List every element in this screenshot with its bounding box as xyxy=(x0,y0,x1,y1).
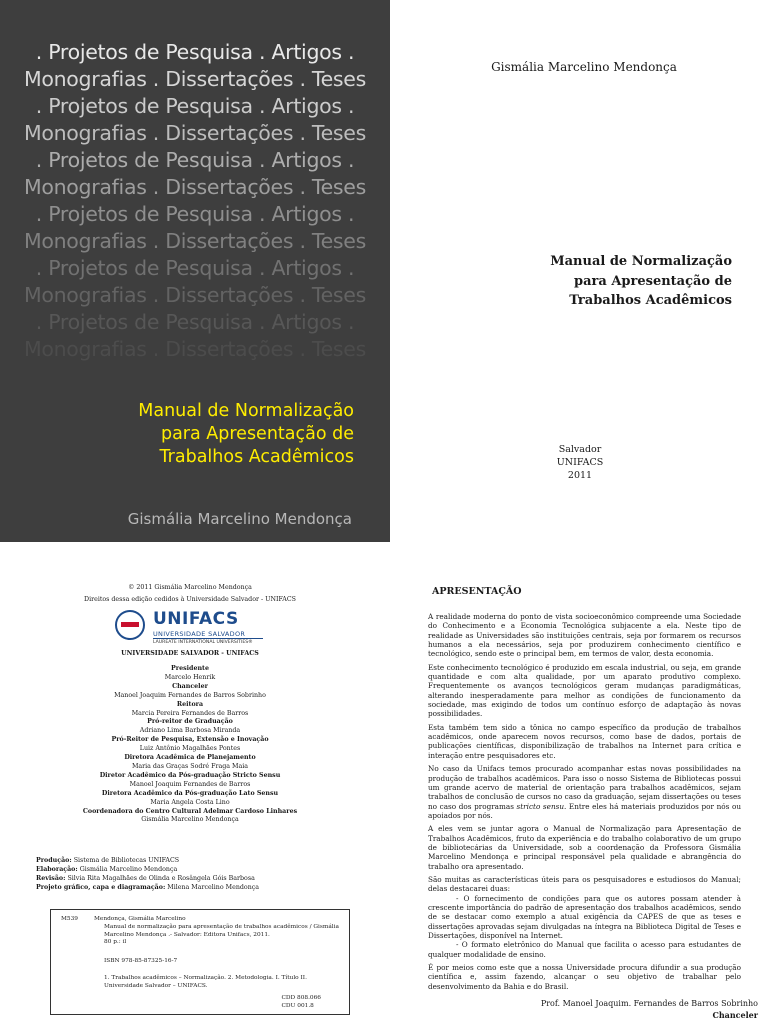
signature-title: Chanceler xyxy=(712,1009,758,1020)
production-value: Gismália Marcelino Mendonça xyxy=(79,866,178,873)
university-name: UNIVERSIDADE SALVADOR - UNIFACS xyxy=(121,650,259,657)
production-row xyxy=(36,865,259,874)
catalog-heading: Mendonça, Gismália Marcelino xyxy=(94,916,186,922)
cover-title-line: Manual de Normalização xyxy=(138,401,354,421)
paragraph-text: . Entre eles há materiais produzidos por nós ou apoiados por nós. xyxy=(428,801,741,820)
catalog-cdd: CDD 808.066 xyxy=(281,995,321,1001)
paragraph xyxy=(428,764,741,820)
admin-person: Manoel Joaquim Fernandes de Barros xyxy=(129,780,251,788)
imprint-publisher: UNIFACS xyxy=(556,457,604,468)
production-credits xyxy=(36,856,259,892)
production-label: Revisão: xyxy=(36,875,66,882)
catalog-card xyxy=(50,909,350,1015)
production-value: Sistema de Bibliotecas UNIFACS xyxy=(73,857,180,864)
title-page-title-line: Manual de Normalização xyxy=(550,254,732,269)
admin-person: Marcelo Henrik xyxy=(164,673,216,681)
copyright-notice: © 2011 Gismália Marcelino Mendonça xyxy=(128,584,252,591)
catalog-cdu: CDU 001.8 xyxy=(281,1003,314,1009)
catalog-classification xyxy=(281,994,321,1010)
admin-person: Gismália Marcelino Mendonça xyxy=(141,816,239,824)
imprint-city: Salvador xyxy=(558,444,602,455)
admin-role: Diretor Acadêmico da Pós-graduação Stricto Sensu xyxy=(99,771,281,779)
cover-title xyxy=(138,400,354,469)
title-page-title-line: para Apresentação de xyxy=(574,273,732,289)
bullet-item: - O fornecimento de condições para que os autores possam atender à crescente importância do padrão de apresentação dos trabalhos acadêmicos, sendo de se destacar como exemplo a atual exigência da CAPES de que as teses e dissertações aprovadas sejam divulgadas na íntegra na Biblioteca Digital de Teses e Dissertações, disponível na Internet. xyxy=(428,893,741,940)
title-page xyxy=(400,0,768,542)
cover-pattern-line: Monografias . Dissertações . Teses xyxy=(23,67,367,91)
imprint xyxy=(540,443,620,482)
production-label: Projeto gráfico, capa e diagramação: xyxy=(36,884,166,891)
admin-person: Maria Angela Costa Lino xyxy=(150,798,230,806)
cover-title-line: Trabalhos Acadêmicos xyxy=(159,447,354,467)
logo-subtitle: UNIVERSIDADE SALVADOR xyxy=(153,630,246,638)
title-page-author: Gismália Marcelino Mendonça xyxy=(491,60,677,74)
production-row xyxy=(36,856,259,865)
admin-person: Maria das Graças Sodré Fraga Maia xyxy=(131,762,249,770)
paragraph-text: No caso da Unifacs temos procurado acompanhar estas novas possibilidades na produção de trabalhos acadêmicos. Para isso o nosso Sistema de Bibliotecas possui um grande acervo de material de orientação para trabalhos acadêmicos, sejam trabalhos de conclusão de cursos no caso da graduação, sejam dissertações ou teses no caso dos programas xyxy=(428,764,741,811)
paragraph: Esta também tem sido a tônica no campo específico da produção de trabalhos acadêmicos, onde aparecem novos recursos, como base de dados, portais de publicações científicas, disponibilização de trabalhos na Internet para crítica e interação entre pesquisadores etc. xyxy=(428,722,741,760)
admin-role: Coordenadora do Centro Cultural Adelmar Cardoso Linhares xyxy=(82,807,298,815)
presentation-body xyxy=(428,612,741,995)
paragraph: É por meios como este que a nossa Universidade procura difundir a sua produção científica e, assim fazendo, alcançar o seu objetivo de trabalhar pelo desenvolvimento da Bahia e do Brasil. xyxy=(428,963,741,991)
imprint-year: 2011 xyxy=(567,470,593,481)
rights-notice: Direitos dessa edição cedidos à Universidade Salvador - UNIFACS xyxy=(84,596,296,603)
logo-tagline: LAUREATE INTERNATIONAL UNIVERSITIES® xyxy=(153,640,253,645)
cover-pattern-line: . Projetos de Pesquisa . Artigos . xyxy=(35,40,355,64)
cover-title-line: para Apresentação de xyxy=(160,424,354,444)
admin-role: Pró-reitor de Graduação xyxy=(147,718,233,726)
unifacs-logo xyxy=(115,610,275,650)
cover-pattern-line: . Projetos de Pesquisa . Artigos . xyxy=(35,148,355,172)
signature-name: Prof. Manoel Joaquim. Fernandes de Barros Sobrinho xyxy=(540,999,758,1008)
paragraph: São muitas as características úteis para os pesquisadores e estudiosos do Manual; delas destacarei duas: xyxy=(428,874,741,894)
admin-role: Chanceler xyxy=(172,682,208,690)
bullet-item: - O formato eletrônico do Manual que facilita o acesso para estudantes de qualquer modalidade de ensino. xyxy=(428,940,741,959)
university-seal-icon xyxy=(115,610,145,640)
admin-role: Reitora xyxy=(176,700,204,708)
cover-pattern-line: . Projetos de Pesquisa . Artigos . xyxy=(35,310,355,334)
title-page-title-line: Trabalhos Acadêmicos xyxy=(569,293,732,308)
admin-role: Presidente xyxy=(171,665,209,672)
cover-pattern-line: Monografias . Dissertações . Teses xyxy=(23,229,367,253)
catalog-code: M539 xyxy=(61,916,79,922)
paragraph: A eles vem se juntar agora o Manual de Normalização para Apresentação de Trabalhos Acadêmicos, fruto da experiência e do trabalho colaborativo de um grupo de bibliotecárias da Universidade, sob a coordenação da Professora Gismália Marcelino Mendonça e principal responsável pela qualidade e abrangência do trabalho ora apresentado. xyxy=(428,824,741,871)
presentation-heading: APRESENTAÇÃO xyxy=(432,586,522,597)
presentation-page xyxy=(400,572,768,1024)
cover-pattern-line: Monografias . Dissertações . Teses xyxy=(23,121,367,145)
catalog-isbn: ISBN 978-85-87325-16-7 xyxy=(104,958,178,964)
cover-author: Gismália Marcelino Mendonça xyxy=(127,510,352,528)
title-page-title xyxy=(550,252,732,311)
book-cover xyxy=(0,0,390,542)
production-row xyxy=(36,874,259,883)
production-label: Produção: xyxy=(36,857,72,864)
production-value: Silvia Rita Magalhães de Olinda e Rosângela Góis Barbosa xyxy=(67,875,255,882)
catalog-pages: 80 p.: il xyxy=(104,939,127,945)
cover-pattern-line: Monografias . Dissertações . Teses xyxy=(23,175,367,199)
admin-role: Pró-Reitor de Pesquisa, Extensão e Inovação xyxy=(111,736,269,744)
cover-pattern-line: Monografias . Dissertações . Teses xyxy=(23,337,367,361)
paragraph: Este conhecimento tecnológico é produzido em escala industrial, ou seja, em grande quantidade e com alta qualidade, por um aparato produtivo complexo. Frequentemente os avanços tecnológicos geram mudanças paradigmáticas, alterando inesperadamente para melhor as condições de funcionamento da sociedade, mas exigindo de todos um contínuo esforço de adaptação às novas possibilidades. xyxy=(428,662,741,719)
catalog-description: Manual de normalização para apresentação de trabalhos acadêmicos / Gismália Marcelino Mendonça .- Salvador: Editora Unifacs, 2011. xyxy=(104,924,339,938)
credits-page xyxy=(0,572,390,1024)
administration-list xyxy=(60,665,320,825)
cover-pattern-line: . Projetos de Pesquisa . Artigos . xyxy=(35,202,355,226)
admin-role: Diretora Acadêmico da Pós-graduação Lato Sensu xyxy=(101,789,279,797)
admin-role: Diretora Acadêmica de Planejamento xyxy=(124,754,256,762)
catalog-subjects: 1. Trabalhos acadêmicos – Normalização. 2. Metodologia. I. Título II. Universidade Salvador – UNIFACS. xyxy=(104,975,307,989)
logo-name: UNIFACS xyxy=(153,609,239,629)
production-value: Milena Marcelino Mendonça xyxy=(167,884,260,891)
paragraph-italic-term: stricto sensu xyxy=(516,801,564,811)
cover-pattern-line: Monografias . Dissertações . Teses xyxy=(23,283,367,307)
signature-block xyxy=(541,999,758,1020)
admin-person: Manoel Joaquim Fernandes de Barros Sobrinho xyxy=(114,691,266,699)
admin-person: Luiz Antônio Magalhães Pontes xyxy=(139,745,241,753)
admin-person: Adriano Lima Barbosa Miranda xyxy=(139,727,241,735)
cover-pattern-line: . Projetos de Pesquisa . Artigos . xyxy=(35,94,355,118)
production-row xyxy=(36,883,259,892)
paragraph: A realidade moderna do ponto de vista socioeconômico compreende uma Sociedade do Conhecimento e a Economia Tecnológica subjacente a ela. Neste tipo de realidade as Universidades são instituições centrais, seja por formarem os recursos humanos a ela necessários, seja por produzirem conhecimento científico e tecnológico, sendo este o principal bem, em termos de valor, desta economia. xyxy=(428,612,741,659)
admin-person: Marcia Pereira Fernandes de Barros xyxy=(131,709,249,717)
production-label: Elaboração: xyxy=(36,866,78,873)
logo-divider xyxy=(153,638,263,639)
cover-pattern-line: . Projetos de Pesquisa . Artigos . xyxy=(35,256,355,280)
